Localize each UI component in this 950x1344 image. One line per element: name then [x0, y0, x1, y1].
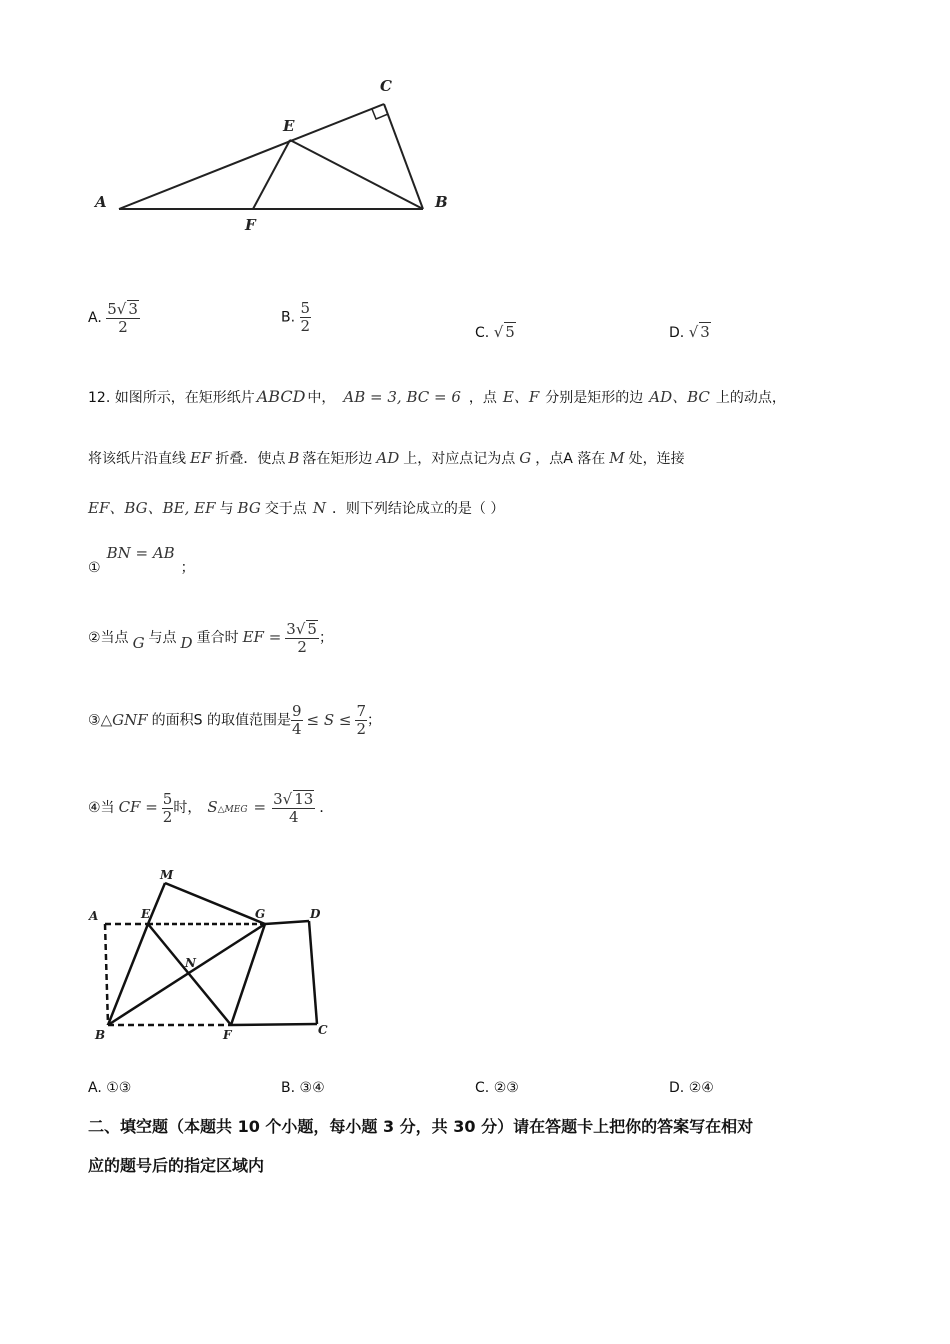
statement-1: ①BN = AB；	[88, 544, 195, 576]
q12-line2: 将该纸片沿直线 EF 折叠．使点 B 落在矩形边 AD 上，对应点记为点 G ，点A 落在 M 处，连接	[88, 449, 685, 467]
sqrt-expression: √ 3	[688, 323, 710, 341]
fig2-label-b: B	[95, 1028, 106, 1042]
section-heading-line1: 二、填空题（本题共 10 个小题，每小题 3 分，共 30 分）请在答题卡上把你的答案写在相对	[88, 1117, 754, 1136]
folded-rectangle-figure	[85, 862, 345, 1052]
q11-option-d[interactable]: D. √ 3	[669, 323, 710, 341]
fig1-label-a: A	[95, 193, 107, 211]
q12-option-b[interactable]: B. ③④	[281, 1080, 325, 1096]
fig2-label-e: E	[141, 907, 151, 921]
statement-3: ③△GNF 的面积S 的取值范围是 $\frac{9}{4}$ ≤ S ≤ $\frac{7}{2}$ ；	[88, 702, 382, 738]
q12-option-c[interactable]: C. ②③	[475, 1080, 519, 1096]
q11-option-b[interactable]: B. $\frac{5}{2}$	[281, 299, 311, 335]
statement-4: ④当 CF = $\frac{5}{2}$ 时， S△MEG = $\frac{3√ 13}{4}$ ．	[88, 789, 334, 826]
q12-line3: EF、BG、BE, EF 与 BG 交于点 N ．则下列结论成立的是（ ）	[88, 499, 505, 517]
fig2-label-f: F	[223, 1028, 232, 1042]
fig1-label-c: C	[380, 77, 392, 95]
q11-option-a[interactable]: A. $\frac{5√ 3}{2}$	[88, 300, 138, 336]
section-heading-line2: 应的题号后的指定区域内	[88, 1156, 265, 1175]
fig2-label-m: M	[160, 868, 174, 882]
triangle-figure	[85, 70, 465, 240]
fig1-label-f: F	[245, 216, 256, 234]
q12-line1: 12. 如图所示，在矩形纸片 ABCD 中， AB = 3, BC = 6 ，点 E、F 分别是矩形的边 AD、BC 上的动点，	[88, 387, 786, 406]
fig1-label-e: E	[283, 117, 295, 135]
q12-option-a[interactable]: A. ①③	[88, 1080, 132, 1096]
fraction: $\frac{5√ 3}{2}$	[107, 300, 138, 336]
fig2-label-n: N	[185, 956, 196, 970]
statement-2: ②当点 G 与点 D 重合时 EF = $\frac{3√ 5}{2}$ ；	[88, 620, 333, 656]
fig2-label-c: C	[318, 1023, 328, 1037]
sqrt-expression: √ 5	[493, 323, 515, 341]
fig1-label-b: B	[435, 193, 448, 211]
fraction: $\frac{5}{2}$	[300, 299, 311, 335]
q11-option-c[interactable]: C. √ 5	[475, 323, 515, 341]
fig2-label-a: A	[89, 909, 99, 923]
fig2-label-g: G	[255, 907, 266, 921]
fig2-label-d: D	[310, 907, 321, 921]
q12-option-d[interactable]: D. ②④	[669, 1080, 714, 1096]
